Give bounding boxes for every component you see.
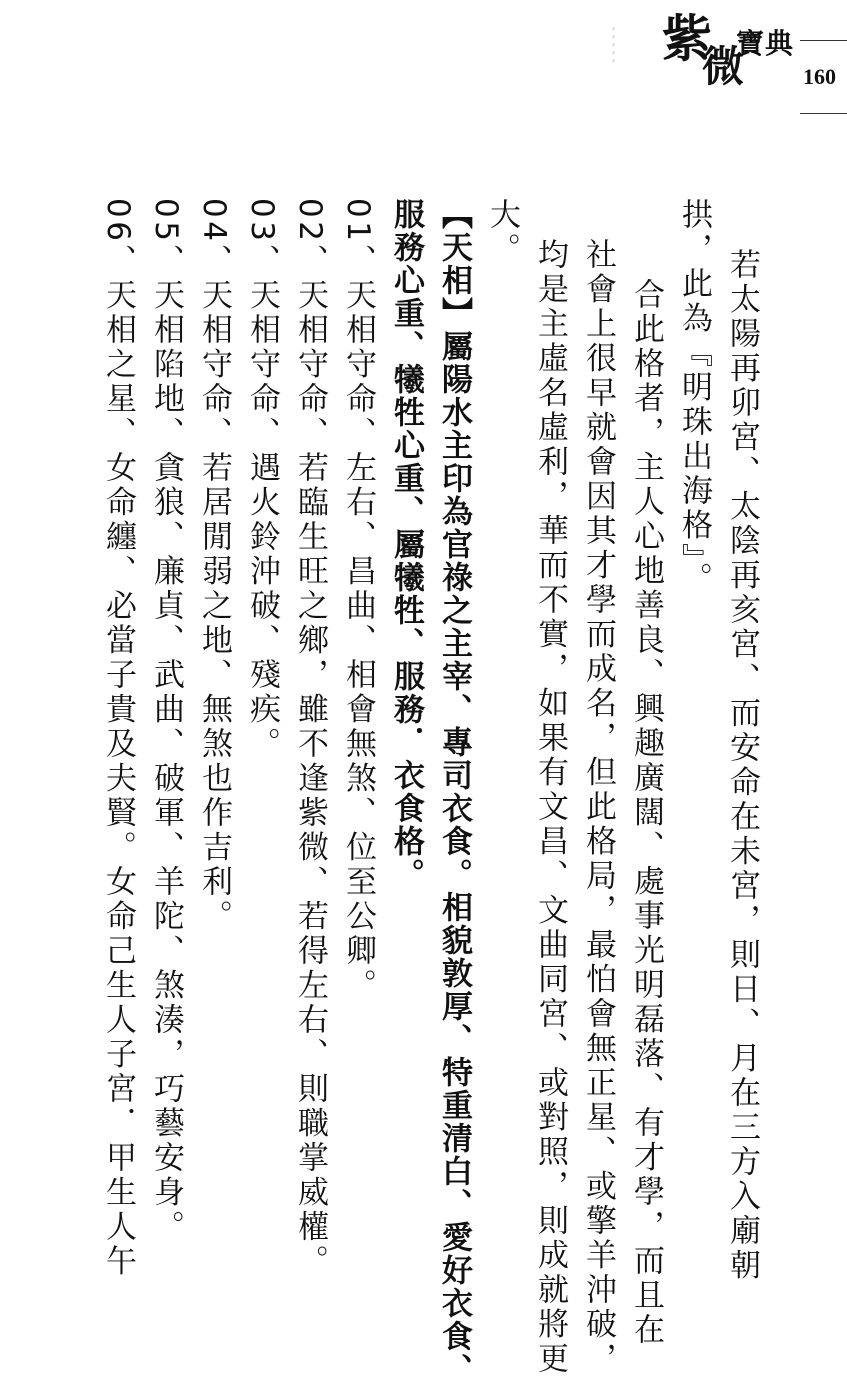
- vertical-text-body: [96, 198, 766, 1386]
- page-header: [0, 0, 847, 130]
- list-item: [334, 198, 382, 1158]
- list-number: 02: [292, 198, 328, 245]
- tianxiang-text-column: 服務心重、犧牲心重、屬犧牲、服務．衣食格。: [388, 198, 424, 891]
- text-column: 大。: [484, 198, 520, 267]
- book-title-baodian: 寶典: [736, 27, 795, 60]
- list-item: [142, 198, 190, 1245]
- page-number: 160: [803, 64, 836, 89]
- tianxiang-text: 屬陽水主印為官祿之主宰、專司衣食。相貌敦厚、特重清白、愛好衣食、: [436, 330, 472, 1386]
- list-item: [190, 198, 238, 1158]
- decorative-mark: [612, 22, 652, 86]
- tianxiang-heading: 【天相】: [436, 198, 472, 330]
- list-number: 04: [196, 198, 232, 245]
- text-column: 拱，此為『明珠出海格』。: [676, 198, 712, 597]
- list-text: 、天相守命、若居閒弱之地、無煞也作吉利。: [196, 244, 232, 935]
- list-text: 、天相守命、遇火鈴沖破、殘疾。: [244, 244, 280, 762]
- list-number: 03: [244, 198, 280, 245]
- text-column: 若太陽再卯宮、太陰再亥宮、而安命在未宮，則日、月在三方入廟朝: [724, 248, 760, 1283]
- header-rule-top: [800, 40, 847, 41]
- text-column: 合此格者，主人心地善良、興趣廣闊、處事光明磊落、有才學，而且在: [628, 278, 664, 1348]
- list-number: 01: [340, 198, 376, 245]
- book-title-wei: 微: [702, 42, 745, 91]
- list-text: 、天相之星、女命纏、必當子貴及夫賢。女命己生人子宮．甲生人午: [100, 244, 136, 1280]
- list-item: [94, 198, 142, 1280]
- list-number: 05: [148, 198, 184, 245]
- text-column: 社會上很早就會因其才學而成名，但此格局，最怕會無正星、或擎羊沖破，: [580, 238, 616, 1377]
- tianxiang-heading-column: [430, 198, 478, 1386]
- list-text: 、天相守命、若臨生旺之鄉，雖不逢紫微、若得左右、則職掌威權。: [292, 244, 328, 1280]
- header-rule-bottom: [800, 113, 847, 114]
- list-item: [286, 198, 334, 1280]
- text-column: 均是主虛名虛利，華而不實，如果有文昌、文曲同宮、或對照，則成就將更: [532, 238, 568, 1377]
- book-title-zi: 紫: [662, 9, 712, 68]
- list-number: 06: [100, 198, 136, 245]
- list-item: [238, 198, 286, 1158]
- list-text: 、天相守命、左右、昌曲、相會無煞、位至公卿。: [340, 244, 376, 1004]
- list-text: 、天相陷地、貪狼、廉貞、武曲、破軍、羊陀、煞湊，巧藝安身。: [148, 244, 184, 1245]
